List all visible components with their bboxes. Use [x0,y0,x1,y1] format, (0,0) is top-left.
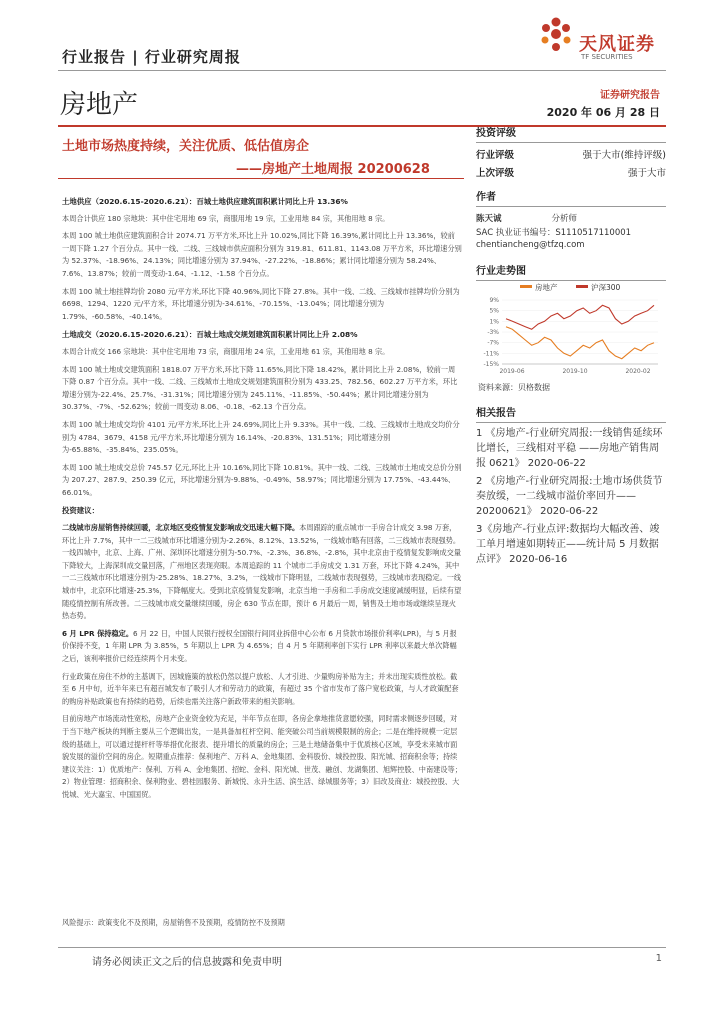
footer-disclaimer: 请务必阅读正文之后的信息披露和免责申明 [92,957,282,968]
last-rating [476,165,666,179]
paragraph: 本周合计供应 180 宗地块：其中住宅用地 69 宗，商服用地 19 宗，工业用地 84 宗，其他用地 8 宗。 [62,213,390,223]
header-divider [58,70,666,71]
page-number: 1 [655,953,662,964]
y-tick-label: 9% [489,297,499,304]
y-tick-label: 5% [489,307,499,315]
company-name-en: TF SECURITIES [581,53,633,61]
author-heading: 作者 [476,192,496,203]
paragraph [62,628,462,666]
y-tick-label: -3% [487,329,499,336]
author-email[interactable]: chentiancheng@tfzq.com [476,240,585,250]
related-report-link[interactable]: 3《房地产-行业点评:数据均大幅改善、竣工单月增速如期转正——统计局 5 月数据点评》 2020-06-16 [476,524,660,565]
paragraph: 行业政策在房住不炒的主基调下，因城施策的放松仍然以提户放松、人才引进、少量购房补贴为主；并未出现实质性放松。截至 6 月中旬，近半年来已有超百城发布了吸引人才和劳动力的政策，有超过 35 个省市发布了落户宽松政策，与人才政策配套的购房补贴政策也有持续的趋势，后续也需关注落户新政带来的相关影响。 [62,671,459,706]
sector-title: 房地产 [60,90,139,120]
report-date: 2020 年 06 月 28 日 [546,106,660,119]
rating-section [476,124,666,179]
industry-rating [476,147,666,161]
x-tick-label: 2019-06 [499,368,525,375]
report-subtitle: ——房地产土地周报 20200628 [236,162,430,177]
x-tick-label: 2019-10 [562,368,588,375]
trend-chart [476,280,666,380]
paragraph-text: 本周跟踪的重点城市一手房合计成交 3.98 万套，环比上升 7.7%，其中一二三线城市环比增速分别为-2.26%、8.12%、13.52%，一线城市略有回落，二三线城市表现强势。一线四城中，北京、上海、广州、深圳环比增速分别为-50.7%、-2.3%、36.8%、-2.8%，其中北京由于疫情复发影响成交量下降较大，上海深圳成交量回落，广州地区表现亮眼。本周追踪的 11 个城市二手房成交 1.31 万套，环比下降 4.24%，其中一二三线城市环比增速分别为-25.28%、18.27%、3.2%，一线城市下降明显，二线城市表现强势，三线城市表现稳定。一线城市中，北京环比增速-25.3%，下降幅度大。受到北京疫情复发影响，北京当地一手房和二手房成交速度减缓明显，后续有望随疫情控制有所改善。二三线城市成交量继续回暖，房企 630 节点在即，预计 6 月最后一周，销售及土地市场或继续呈现火热态势。 [62,523,462,621]
author-role: 分析师 [551,214,578,224]
industry-rating-label: 行业评级 [476,150,515,161]
paragraph [62,522,462,623]
risk-warning: 风险提示：政策变化不及预期，房屋销售不及预期，疫情防控不及预期 [62,918,285,927]
company-name: 天风证券 [579,34,655,55]
legend-label: 沪深300 [591,283,621,292]
main-body [62,190,462,807]
paragraph-lead: 二线城市房屋销售持续回暖，北京地区受疫情复发影响成交迅速大幅下降。 [62,523,300,533]
series-line [506,305,654,329]
x-tick-label: 2020-02 [625,368,651,375]
industry-rating-value: 强于大市(维持评级) [582,150,666,161]
y-tick-label: 1% [489,318,499,326]
legend-swatch [576,285,588,288]
paragraph: 本周 100 城土地成交总价 745.57 亿元,环比上升 10.16%,同比下降 10.81%。其中一线、二线、三线城市土地成交总价分别为 207.27、287.9、250.39 亿元，环比增速分别为-9.88%、-0.49%、58.97%；同比增速分别为 17.75%、-43.44%、66.01%。 [62,462,462,497]
paragraph: 目前房地产市场流动性宽松，房地产企业资金较为充足，半年节点在即，各房企拿地推货意愿较强，同时需求侧逐步回暖，对于当下地产板块的判断主要从三个逻辑出发，一是具备加杠杆空间、能突破公司当前规模限制的房企；二是在维持规模一定层级的基础上，可以通过提杆杆等举措优化报表、提升增长的质量的房企；三是土地储备集中于优质核心区域，享受未来城市面貌发展的溢价空间的房企。短期重点推荐：保利地产、万科 A、金地集团、金科股份、城投控股、阳光城、招商积余等；持续建议关注：1）优质地产：保利、万科 A、金地集团、招蛇、金科、阳光城、世茂、融创、龙湖集团、旭辉控股、中南建设等；2）物业管理：招商积余、保利物业、碧桂园服务、新城悦、永升生活、滨生活、绿城服务等；3）旧改及商业：城投控股、大悦城、光大嘉宝、中国国贸。 [62,714,462,799]
legend-label: 房地产 [535,283,558,292]
company-logo-icon [536,14,576,58]
legend-swatch [520,285,532,288]
section-advice-title: 投资建议： [62,506,99,516]
author-cert: SAC 执业证书编号：S1110517110001 [476,228,632,238]
report-category: 行业报告 | 行业研究周报 [62,48,241,66]
last-rating-label: 上次评级 [476,168,515,179]
section-land-supply-title: 土地供应（2020.6.15-2020.6.21）：百城土地供应建筑面积累计同比上升 13.36% [62,197,348,206]
y-tick-label: -11% [483,350,499,358]
related-heading: 相关报告 [476,408,516,419]
author-name: 陈天诚 [476,214,502,224]
last-rating-value: 强于大市 [627,168,666,179]
footer-divider [58,947,666,948]
chart-heading: 行业走势图 [476,266,526,277]
report-type: 证券研究报告 [600,90,660,101]
section-land-deal-title: 土地成交（2020.6.15-2020.6.21）：百城土地成交规划建筑面积累计同比上升 2.08% [62,330,358,340]
trend-chart-section [476,262,666,281]
paragraph: 本周 100 城土地供应建筑面积合计 2074.71 万平方米,环比上升 10.02%,同比下降 16.39%,累计同比上升 13.36%，较前一周下降 1.27 个百分点。其中一线、二线、三线城市供应面积分别为 319.81、611.81、1143.08 万平方米，环比增速分别为 52.37%、-18.96%、24.13%；同比增速分别为 37.94%、-27.22%、-18.86%；累计同比增速分别为 58.24%、7.6%、13.87%；较前一周变动-1.64、-1.12、-1.58 个百分点。 [62,231,462,278]
paragraph: 本周 100 城土地挂牌均价 2080 元/平方米,环比下降 40.96%,同比下降 27.8%。其中一线、二线、三线城市挂牌均价分别为 6698、1294、1220 元/平方米，环比增速分别为-34.61%、-70.15%、-13.04%；同比增速分别为 1.79%、-60.58%、-40.14%。 [62,286,460,321]
author-section [476,188,666,250]
paragraph: 本周 100 城土地成交均价 4101 元/平方米,环比上升 24.69%,同比上升 9.33%。其中一线、二线、三线城市土地成交均价分别为 4784、3679、4158 元/平方米,环比增速分别为 16.14%、-20.83%、131.51%；同比增速分别为-65.88%、-35.84%、235.05%。 [62,419,460,455]
related-report-link[interactable]: 2 《房地产-行业研究周报:土地市场供货节奏放缓，一二线城市溢价率回升——20200621》 2020-06-22 [476,476,663,517]
paragraph-lead: 6 月 LPR 保持稳定。 [62,628,134,638]
rating-heading: 投资评级 [476,128,516,139]
paragraph-text: 6 月 22 日，中国人民银行授权全国银行间同业拆借中心公布 6 月贷款市场报价利率(LPR)，与 5 月报价保持不变，1 年期 LPR 为 3.85%，5 年期以上 LPR 为 4.65%；自 4 月 5 年期利率创下实行 LPR 利率以来最大单次降幅之后，该利率报价已经连续两个月未变。 [62,628,457,663]
y-tick-label: -15% [483,361,499,368]
paragraph: 本周 100 城土地成交建筑面积 1818.07 万平方米,环比下降 11.65%,同比下降 18.42%，累计同比上升 2.08%，较前一周下降 0.87 个百分点。其中一线、二线、三线城市土地成交规划建筑面积分别为 433.25、782.56、602.27 万平方米，环比增速分别为-22.4%、25.7%、-31.31%；同比增速分别为 245.11%、-11.85%、-50.44%；累计同比增速分别为 30.37%、-7%、-52.62%；较前一周变动 8.06、-0.18、-62.13 个百分点。 [62,364,458,412]
y-tick-label: -7% [487,339,499,347]
related-report-link[interactable]: 1 《房地产-行业研究周报:一线销售延续环比增长，三线相对平稳 ——房地产销售周报 0621》 2020-06-22 [476,428,663,469]
chart-source: 资料来源：贝格数据 [478,383,550,392]
paragraph: 本周合计成交 166 宗地块：其中住宅用地 73 宗，商服用地 24 宗，工业用地 61 宗，其他用地 8 宗。 [62,346,390,356]
related-reports-section [476,404,666,567]
report-title: 土地市场热度持续，关注优质、低估值房企 [62,139,310,154]
title-underline [58,178,464,179]
